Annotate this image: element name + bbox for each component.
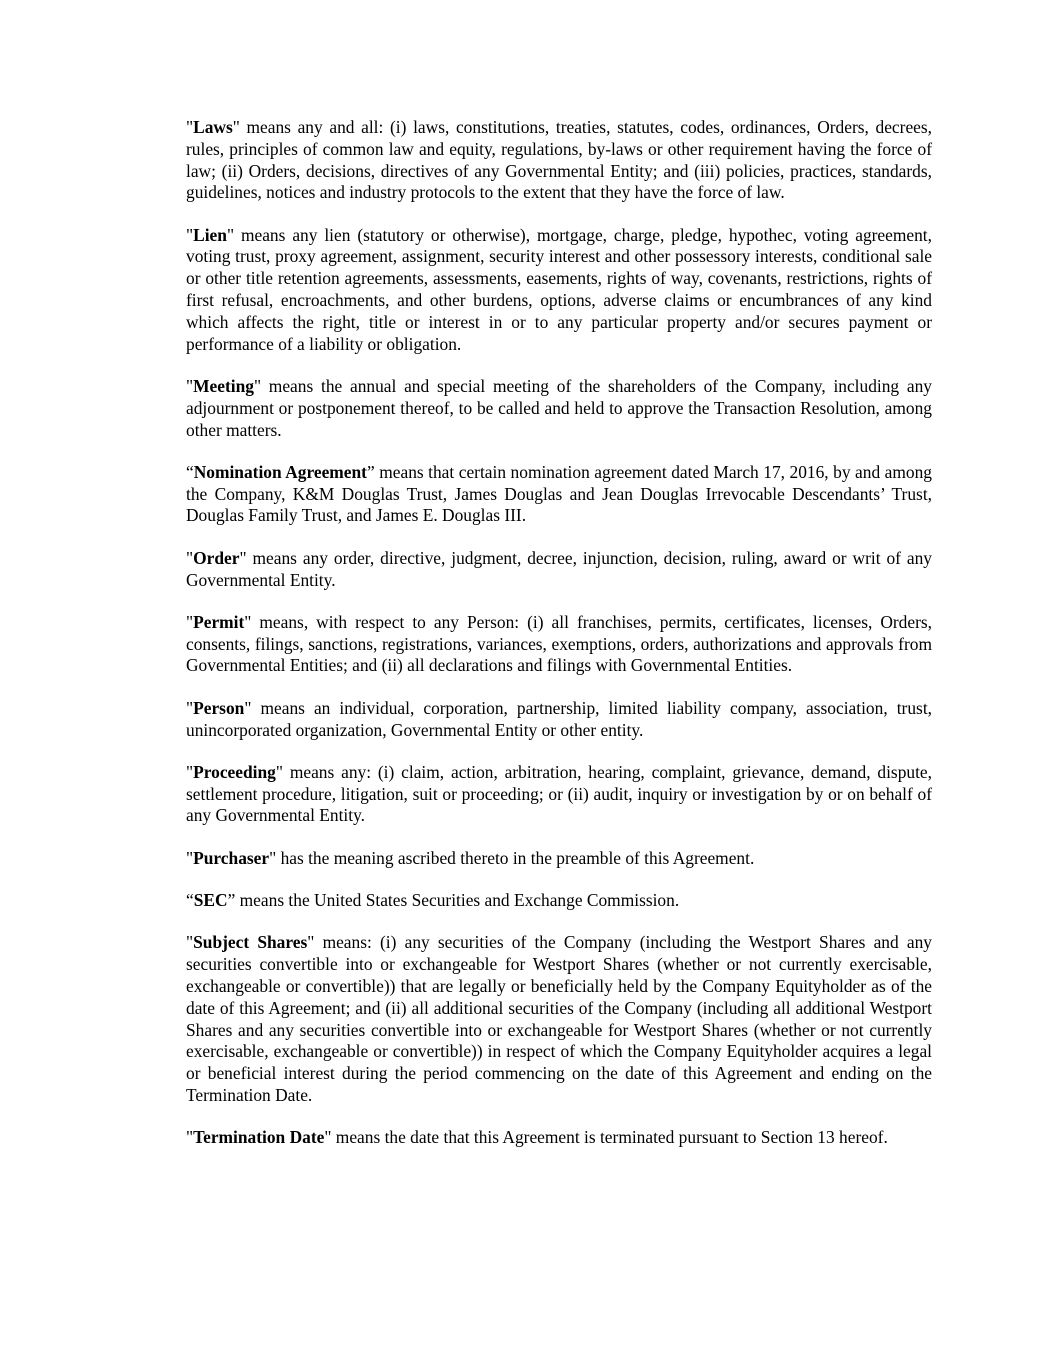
definition-text: means the United States Securities and Exchange Commission.: [235, 890, 680, 911]
definition-nomination-agreement: [186, 462, 932, 527]
close-quote: ": [226, 224, 235, 245]
definition-text: means the annual and special meeting of the shareholders of the Company, including any adjournment or postponement thereof, to be called and held to approve the Transaction Resolution, among other matters.: [186, 375, 932, 440]
definition-subject-shares: [186, 932, 932, 1106]
close-quote: ": [244, 611, 252, 632]
open-quote: ": [186, 375, 194, 396]
defined-term: Order: [193, 547, 240, 568]
definition-purchaser: [186, 848, 932, 870]
close-quote: ": [253, 375, 262, 396]
definition-text: means that certain nomination agreement dated March 17, 2016, by and among the Company, K&M Douglas Trust, James Douglas and Jean Douglas Irrevocable Descendants’ Trust, Douglas Family Trust, and James E. Douglas III.: [186, 461, 932, 526]
defined-term: Proceeding: [193, 761, 276, 782]
defined-term: Person: [193, 697, 245, 718]
defined-term: Lien: [193, 224, 227, 245]
definition-proceeding: [186, 762, 932, 827]
defined-term: Permit: [193, 611, 245, 632]
definition-termination-date: [186, 1127, 932, 1149]
definitions-section: [186, 117, 932, 1169]
close-quote: ": [269, 847, 277, 868]
defined-term: Laws: [193, 117, 233, 137]
open-quote: ": [186, 1127, 194, 1148]
open-quote: ": [186, 117, 194, 137]
open-quote: ": [186, 547, 194, 568]
close-quote: ”: [227, 890, 236, 911]
defined-term: SEC: [193, 890, 228, 911]
close-quote: ": [232, 117, 240, 137]
definition-lien: [186, 225, 932, 356]
definition-permit: [186, 612, 932, 677]
open-quote: ": [186, 847, 194, 868]
definition-text: means any and all: (i) laws, constitutions, treaties, statutes, codes, ordinances, Orders, decrees, rules, principles of common law and equity, regulations, by-laws or other requirement having the force of law; (ii) Orders, decisions, directives of any Governmental Entity; and (iii) policies, practices, standards, guidelines, notices and industry protocols to the extent that they have the force of law.: [186, 117, 932, 203]
defined-term: Termination Date: [193, 1127, 325, 1148]
open-quote: “: [186, 890, 194, 911]
open-quote: ": [186, 224, 194, 245]
definition-text: means any order, directive, judgment, decree, injunction, decision, ruling, award or writ of any Governmental Entity.: [186, 547, 932, 590]
close-quote: ": [324, 1127, 332, 1148]
close-quote: ”: [366, 461, 375, 482]
definition-text: means an individual, corporation, partnership, limited liability company, association, trust, unincorporated organization, Governmental Entity or other entity.: [186, 697, 932, 740]
open-quote: ": [186, 932, 194, 953]
close-quote: ": [244, 697, 252, 718]
definition-text: has the meaning ascribed thereto in the preamble of this Agreement.: [276, 847, 755, 868]
open-quote: ": [186, 611, 194, 632]
close-quote: ": [307, 932, 315, 953]
definition-text: means any: (i) claim, action, arbitration, hearing, complaint, grievance, demand, dispute, settlement procedure, litigation, suit or proceeding; or (ii) audit, inquiry or investigation by or on behalf of any Governmental Entity.: [186, 761, 932, 826]
open-quote: ": [186, 697, 194, 718]
defined-term: Subject Shares: [193, 932, 308, 953]
defined-term: Meeting: [193, 375, 254, 396]
close-quote: ": [239, 547, 247, 568]
definition-person: [186, 698, 932, 742]
definition-order: [186, 548, 932, 592]
definition-text: means, with respect to any Person: (i) all franchises, permits, certificates, licenses, Orders, consents, filings, sanctions, registrations, variances, exemptions, orders, authorizations and approvals from Governmental Entities; and (ii) all declarations and filings with Governmental Entities.: [186, 611, 932, 676]
definition-laws: [186, 117, 932, 204]
open-quote: ": [186, 761, 194, 782]
definition-sec: [186, 890, 932, 912]
definition-text: means: (i) any securities of the Company (including the Westport Shares and any securities convertible into or exchangeable for Westport Shares (whether or not currently exercisable, exchangeable or convertible)) that are legally or beneficially held by the Company Equityholder as of the date of this Agreement; and (ii) all additional securities of the Company (including all additional Westport Shares and any securities convertible into or exchangeable for Westport Shares (whether or not currently exercisable, exchangeable or convertible)) in respect of which the Company Equityholder acquires a legal or beneficial interest during the period commencing on the date of this Agreement and ending on the Termination Date.: [186, 932, 932, 1105]
defined-term: Purchaser: [193, 847, 270, 868]
open-quote: “: [186, 461, 194, 482]
defined-term: Nomination Agreement: [193, 461, 367, 482]
definition-text: means the date that this Agreement is terminated pursuant to Section 13 hereof.: [331, 1127, 888, 1148]
definition-text: means any lien (statutory or otherwise), mortgage, charge, pledge, hypothec, voting agreement, voting trust, proxy agreement, assignment, security interest and other possessory interests, conditional sale or other title retention agreements, assessments, easements, rights of way, covenants, restrictions, rights of first refusal, encroachments, and other burdens, options, adverse claims or encumbrances of any kind which affects the right, title or interest in or to any particular property and/or secures payment or performance of a liability or obligation.: [186, 224, 932, 354]
close-quote: ": [275, 761, 283, 782]
definition-meeting: [186, 376, 932, 441]
